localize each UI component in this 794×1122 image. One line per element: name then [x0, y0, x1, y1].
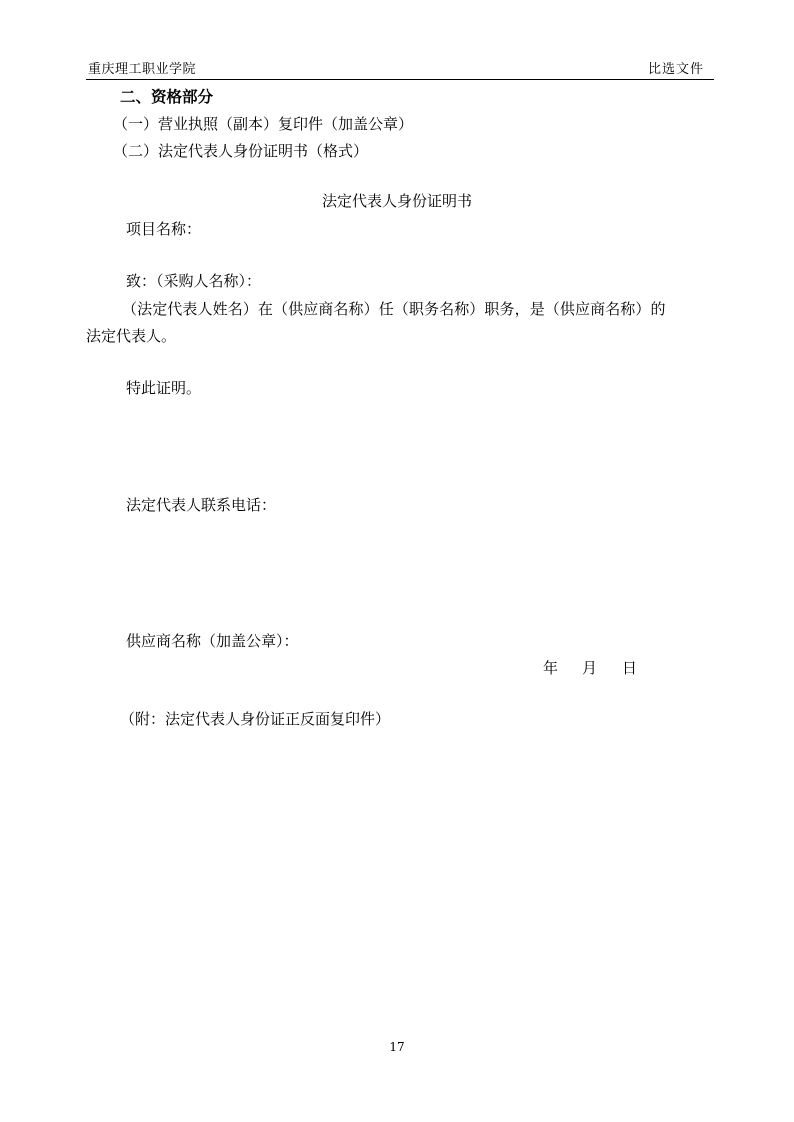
certificate-title: 法定代表人身份证明书 [321, 192, 472, 210]
header-doc-type: 比选文件 [647, 62, 704, 77]
header-rule [86, 79, 714, 80]
date-month: 月 [582, 659, 598, 677]
date-day: 日 [622, 659, 638, 677]
section-title: 二、资格部分 [120, 87, 214, 106]
certificate-body-line-1: （法定代表人姓名）在（供应商名称）任（职务名称）职务，是（供应商名称）的 [122, 300, 666, 318]
certificate-body-line-2: 法定代表人。 [86, 327, 177, 345]
attachment-note: （附：法定代表人身份证正反面复印件） [120, 710, 391, 728]
hereby-statement: 特此证明。 [126, 379, 202, 397]
section-item-2: （二）法定代表人身份证明书（格式） [113, 142, 369, 160]
header-institution: 重庆理工职业学院 [88, 62, 197, 77]
section-item-1: （一）营业执照（副本）复印件（加盖公章） [113, 115, 414, 133]
addressee-label: 致：（采购人名称）： [126, 272, 262, 290]
date-year: 年 [543, 659, 559, 677]
phone-label: 法定代表人联系电话： [126, 496, 277, 514]
project-name-label: 项目名称： [126, 220, 202, 238]
supplier-name-label: 供应商名称（加盖公章）： [126, 632, 299, 650]
page-number: 17 [389, 1040, 405, 1054]
